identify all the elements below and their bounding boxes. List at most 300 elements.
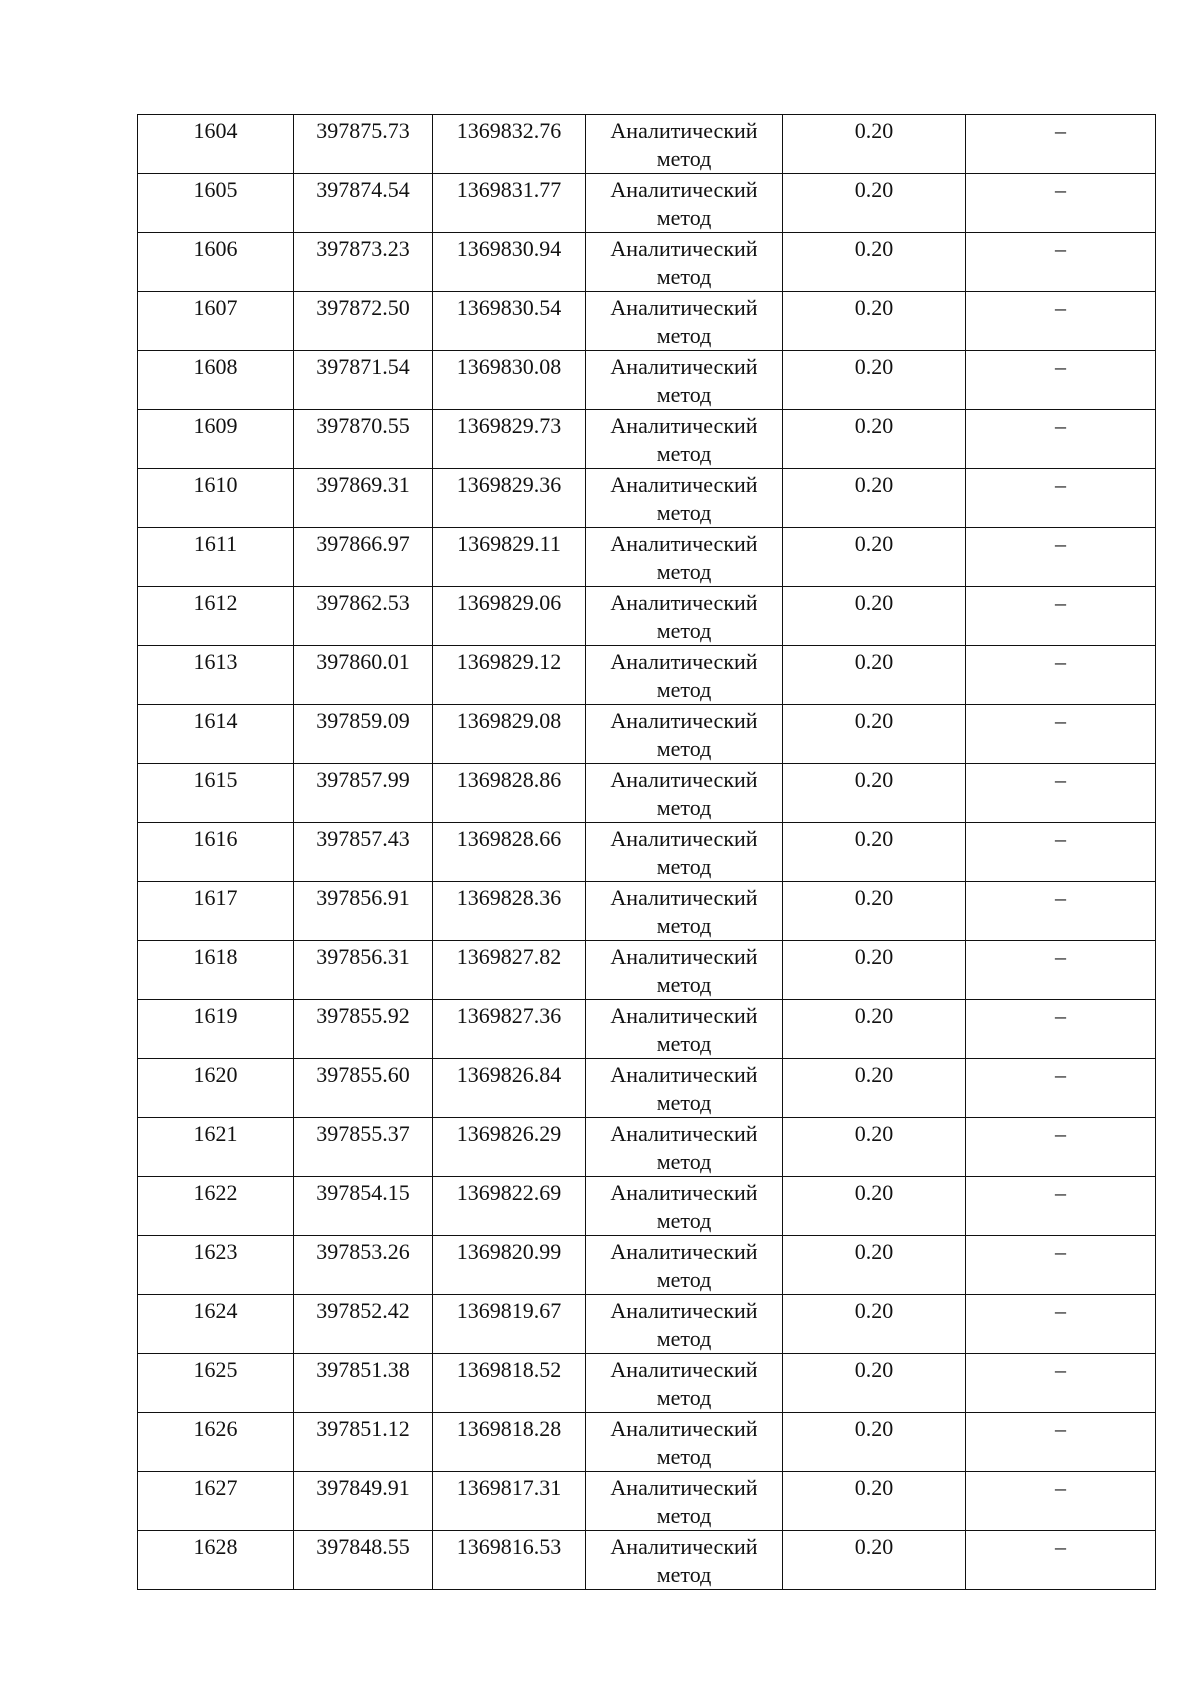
method-cell: [586, 410, 783, 469]
point-number-cell: [138, 1059, 294, 1118]
y-coordinate-cell-text: 1369827.36: [456, 1003, 562, 1028]
x-coordinate-cell-text: 397862.53: [316, 590, 410, 615]
x-coordinate-cell-text: 397871.54: [316, 354, 410, 379]
note-cell-text: –: [1055, 1239, 1066, 1264]
y-coordinate-cell-text: 1369829.12: [456, 649, 562, 674]
point-number-cell-text: 1626: [193, 1416, 238, 1441]
method-cell-text: метод: [656, 618, 712, 643]
x-coordinate-cell-text: 397857.99: [316, 767, 410, 792]
note-cell: [966, 705, 1156, 764]
method-cell-text: метод: [656, 1503, 712, 1528]
method-cell-text: Аналитический: [610, 177, 758, 202]
x-coordinate-cell: [294, 410, 433, 469]
table-row: [138, 410, 1156, 469]
table-row: [138, 1059, 1156, 1118]
point-number-cell: [138, 528, 294, 587]
note-cell: [966, 1354, 1156, 1413]
x-coordinate-cell: [294, 1118, 433, 1177]
y-coordinate-cell: [433, 1059, 586, 1118]
x-coordinate-cell-text: 397859.09: [316, 708, 410, 733]
note-cell-text: –: [1055, 1180, 1066, 1205]
point-number-cell-text: 1616: [193, 826, 238, 851]
y-coordinate-cell: [433, 351, 586, 410]
point-number-cell: [138, 823, 294, 882]
method-cell-text: Аналитический: [610, 236, 758, 261]
accuracy-cell: [783, 528, 966, 587]
table-row: [138, 705, 1156, 764]
y-coordinate-cell-text: 1369818.28: [456, 1416, 562, 1441]
coordinates-table: [137, 114, 1156, 1590]
y-coordinate-cell-text: 1369816.53: [456, 1534, 562, 1559]
x-coordinate-cell-text: 397872.50: [316, 295, 410, 320]
method-cell: [586, 764, 783, 823]
method-cell-text: Аналитический: [610, 295, 758, 320]
x-coordinate-cell: [294, 528, 433, 587]
accuracy-cell: [783, 1000, 966, 1059]
accuracy-cell-text: 0.20: [854, 826, 894, 851]
method-cell: [586, 705, 783, 764]
method-cell-text: метод: [656, 205, 712, 230]
method-cell: [586, 528, 783, 587]
note-cell: [966, 823, 1156, 882]
note-cell-text: –: [1055, 177, 1066, 202]
x-coordinate-cell-text: 397851.38: [316, 1357, 410, 1382]
method-cell-text: Аналитический: [610, 1180, 758, 1205]
method-cell-text: метод: [656, 1562, 712, 1587]
method-cell-text: Аналитический: [610, 1475, 758, 1500]
y-coordinate-cell-text: 1369828.36: [456, 885, 562, 910]
method-cell-text: метод: [656, 677, 712, 702]
y-coordinate-cell-text: 1369826.84: [456, 1062, 562, 1087]
method-cell-text: Аналитический: [610, 1239, 758, 1264]
y-coordinate-cell-text: 1369831.77: [456, 177, 562, 202]
x-coordinate-cell: [294, 351, 433, 410]
y-coordinate-cell: [433, 941, 586, 1000]
method-cell: [586, 233, 783, 292]
y-coordinate-cell: [433, 528, 586, 587]
accuracy-cell: [783, 351, 966, 410]
accuracy-cell-text: 0.20: [854, 1534, 894, 1559]
method-cell-text: Аналитический: [610, 649, 758, 674]
point-number-cell: [138, 174, 294, 233]
point-number-cell-text: 1613: [193, 649, 238, 674]
accuracy-cell: [783, 410, 966, 469]
table-row: [138, 1531, 1156, 1590]
note-cell: [966, 115, 1156, 174]
x-coordinate-cell: [294, 646, 433, 705]
point-number-cell: [138, 1531, 294, 1590]
method-cell: [586, 941, 783, 1000]
method-cell: [586, 1000, 783, 1059]
x-coordinate-cell: [294, 174, 433, 233]
x-coordinate-cell-text: 397857.43: [316, 826, 410, 851]
note-cell-text: –: [1055, 590, 1066, 615]
x-coordinate-cell: [294, 1413, 433, 1472]
method-cell-text: метод: [656, 441, 712, 466]
method-cell-text: Аналитический: [610, 767, 758, 792]
y-coordinate-cell: [433, 1177, 586, 1236]
point-number-cell-text: 1605: [193, 177, 238, 202]
note-cell-text: –: [1055, 236, 1066, 261]
method-cell-text: метод: [656, 972, 712, 997]
point-number-cell: [138, 587, 294, 646]
accuracy-cell: [783, 1059, 966, 1118]
y-coordinate-cell: [433, 1472, 586, 1531]
y-coordinate-cell: [433, 587, 586, 646]
y-coordinate-cell: [433, 1413, 586, 1472]
accuracy-cell-text: 0.20: [854, 472, 894, 497]
method-cell: [586, 1354, 783, 1413]
y-coordinate-cell: [433, 469, 586, 528]
method-cell-text: Аналитический: [610, 531, 758, 556]
point-number-cell: [138, 1177, 294, 1236]
point-number-cell: [138, 941, 294, 1000]
y-coordinate-cell: [433, 1354, 586, 1413]
accuracy-cell: [783, 233, 966, 292]
table-row: [138, 1177, 1156, 1236]
point-number-cell-text: 1607: [193, 295, 238, 320]
method-cell: [586, 174, 783, 233]
y-coordinate-cell-text: 1369830.94: [456, 236, 562, 261]
note-cell: [966, 410, 1156, 469]
point-number-cell-text: 1628: [193, 1534, 238, 1559]
x-coordinate-cell: [294, 1531, 433, 1590]
method-cell-text: метод: [656, 146, 712, 171]
accuracy-cell-text: 0.20: [854, 236, 894, 261]
table-row: [138, 469, 1156, 528]
note-cell: [966, 1000, 1156, 1059]
method-cell: [586, 115, 783, 174]
x-coordinate-cell-text: 397866.97: [316, 531, 410, 556]
method-cell: [586, 1472, 783, 1531]
accuracy-cell: [783, 587, 966, 646]
point-number-cell-text: 1617: [193, 885, 238, 910]
table-row: [138, 823, 1156, 882]
point-number-cell-text: 1609: [193, 413, 238, 438]
accuracy-cell-text: 0.20: [854, 1180, 894, 1205]
x-coordinate-cell: [294, 764, 433, 823]
point-number-cell: [138, 1236, 294, 1295]
x-coordinate-cell: [294, 115, 433, 174]
point-number-cell: [138, 1118, 294, 1177]
accuracy-cell: [783, 1531, 966, 1590]
note-cell: [966, 1059, 1156, 1118]
method-cell-text: Аналитический: [610, 1534, 758, 1559]
note-cell-text: –: [1055, 1298, 1066, 1323]
note-cell: [966, 1177, 1156, 1236]
method-cell-text: Аналитический: [610, 118, 758, 143]
accuracy-cell-text: 0.20: [854, 1121, 894, 1146]
method-cell: [586, 1177, 783, 1236]
method-cell: [586, 882, 783, 941]
method-cell: [586, 1295, 783, 1354]
note-cell-text: –: [1055, 649, 1066, 674]
note-cell-text: –: [1055, 295, 1066, 320]
note-cell-text: –: [1055, 472, 1066, 497]
x-coordinate-cell: [294, 941, 433, 1000]
method-cell-text: Аналитический: [610, 472, 758, 497]
note-cell: [966, 233, 1156, 292]
y-coordinate-cell: [433, 764, 586, 823]
accuracy-cell-text: 0.20: [854, 944, 894, 969]
x-coordinate-cell: [294, 587, 433, 646]
x-coordinate-cell-text: 397873.23: [316, 236, 410, 261]
y-coordinate-cell-text: 1369817.31: [456, 1475, 562, 1500]
y-coordinate-cell-text: 1369820.99: [456, 1239, 562, 1264]
method-cell: [586, 587, 783, 646]
accuracy-cell-text: 0.20: [854, 885, 894, 910]
table-row: [138, 115, 1156, 174]
x-coordinate-cell: [294, 1472, 433, 1531]
point-number-cell-text: 1625: [193, 1357, 238, 1382]
y-coordinate-cell-text: 1369819.67: [456, 1298, 562, 1323]
x-coordinate-cell-text: 397851.12: [316, 1416, 410, 1441]
point-number-cell: [138, 115, 294, 174]
accuracy-cell: [783, 1354, 966, 1413]
point-number-cell-text: 1615: [193, 767, 238, 792]
x-coordinate-cell: [294, 233, 433, 292]
method-cell-text: метод: [656, 795, 712, 820]
y-coordinate-cell: [433, 882, 586, 941]
note-cell: [966, 1413, 1156, 1472]
y-coordinate-cell-text: 1369818.52: [456, 1357, 562, 1382]
accuracy-cell-text: 0.20: [854, 354, 894, 379]
method-cell-text: метод: [656, 1385, 712, 1410]
table-row: [138, 587, 1156, 646]
point-number-cell-text: 1612: [193, 590, 238, 615]
method-cell-text: метод: [656, 736, 712, 761]
method-cell: [586, 1059, 783, 1118]
point-number-cell: [138, 1000, 294, 1059]
note-cell-text: –: [1055, 1003, 1066, 1028]
accuracy-cell: [783, 1118, 966, 1177]
method-cell: [586, 823, 783, 882]
method-cell-text: метод: [656, 323, 712, 348]
y-coordinate-cell-text: 1369830.08: [456, 354, 562, 379]
accuracy-cell-text: 0.20: [854, 1475, 894, 1500]
method-cell-text: метод: [656, 1149, 712, 1174]
table-row: [138, 1295, 1156, 1354]
point-number-cell: [138, 764, 294, 823]
note-cell: [966, 1472, 1156, 1531]
y-coordinate-cell-text: 1369829.73: [456, 413, 562, 438]
y-coordinate-cell: [433, 292, 586, 351]
x-coordinate-cell-text: 397848.55: [316, 1534, 410, 1559]
note-cell-text: –: [1055, 1475, 1066, 1500]
x-coordinate-cell: [294, 1177, 433, 1236]
x-coordinate-cell-text: 397855.92: [316, 1003, 410, 1028]
accuracy-cell: [783, 174, 966, 233]
note-cell-text: –: [1055, 1534, 1066, 1559]
note-cell-text: –: [1055, 1416, 1066, 1441]
point-number-cell-text: 1611: [193, 531, 238, 556]
x-coordinate-cell-text: 397855.60: [316, 1062, 410, 1087]
note-cell-text: –: [1055, 354, 1066, 379]
y-coordinate-cell-text: 1369826.29: [456, 1121, 562, 1146]
method-cell-text: Аналитический: [610, 354, 758, 379]
note-cell: [966, 528, 1156, 587]
x-coordinate-cell-text: 397860.01: [316, 649, 410, 674]
table-row: [138, 1236, 1156, 1295]
document-page: [137, 114, 1155, 1590]
point-number-cell-text: 1620: [193, 1062, 238, 1087]
note-cell-text: –: [1055, 413, 1066, 438]
accuracy-cell-text: 0.20: [854, 767, 894, 792]
x-coordinate-cell-text: 397870.55: [316, 413, 410, 438]
x-coordinate-cell-text: 397856.31: [316, 944, 410, 969]
point-number-cell: [138, 646, 294, 705]
accuracy-cell-text: 0.20: [854, 590, 894, 615]
method-cell-text: метод: [656, 1031, 712, 1056]
note-cell: [966, 587, 1156, 646]
x-coordinate-cell-text: 397852.42: [316, 1298, 410, 1323]
note-cell-text: –: [1055, 826, 1066, 851]
x-coordinate-cell: [294, 1236, 433, 1295]
accuracy-cell-text: 0.20: [854, 708, 894, 733]
method-cell-text: метод: [656, 1208, 712, 1233]
y-coordinate-cell: [433, 1118, 586, 1177]
accuracy-cell: [783, 1295, 966, 1354]
y-coordinate-cell: [433, 1295, 586, 1354]
point-number-cell-text: 1606: [193, 236, 238, 261]
point-number-cell-text: 1608: [193, 354, 238, 379]
method-cell-text: метод: [656, 500, 712, 525]
method-cell-text: Аналитический: [610, 826, 758, 851]
point-number-cell: [138, 1354, 294, 1413]
accuracy-cell-text: 0.20: [854, 1357, 894, 1382]
method-cell-text: Аналитический: [610, 1121, 758, 1146]
note-cell-text: –: [1055, 1121, 1066, 1146]
accuracy-cell-text: 0.20: [854, 1003, 894, 1028]
x-coordinate-cell: [294, 292, 433, 351]
method-cell: [586, 351, 783, 410]
x-coordinate-cell-text: 397853.26: [316, 1239, 410, 1264]
y-coordinate-cell: [433, 823, 586, 882]
y-coordinate-cell: [433, 115, 586, 174]
note-cell: [966, 469, 1156, 528]
x-coordinate-cell-text: 397875.73: [316, 118, 410, 143]
method-cell-text: Аналитический: [610, 885, 758, 910]
point-number-cell-text: 1627: [193, 1475, 238, 1500]
accuracy-cell: [783, 292, 966, 351]
method-cell-text: метод: [656, 382, 712, 407]
point-number-cell: [138, 351, 294, 410]
y-coordinate-cell-text: 1369828.86: [456, 767, 562, 792]
point-number-cell: [138, 1472, 294, 1531]
y-coordinate-cell: [433, 233, 586, 292]
note-cell-text: –: [1055, 708, 1066, 733]
y-coordinate-cell-text: 1369830.54: [456, 295, 562, 320]
method-cell: [586, 1531, 783, 1590]
note-cell: [966, 351, 1156, 410]
accuracy-cell: [783, 469, 966, 528]
note-cell-text: –: [1055, 944, 1066, 969]
note-cell-text: –: [1055, 767, 1066, 792]
x-coordinate-cell: [294, 882, 433, 941]
x-coordinate-cell-text: 397856.91: [316, 885, 410, 910]
x-coordinate-cell: [294, 705, 433, 764]
point-number-cell-text: 1619: [193, 1003, 238, 1028]
note-cell-text: –: [1055, 885, 1066, 910]
y-coordinate-cell: [433, 174, 586, 233]
x-coordinate-cell-text: 397854.15: [316, 1180, 410, 1205]
method-cell: [586, 292, 783, 351]
table-row: [138, 233, 1156, 292]
accuracy-cell-text: 0.20: [854, 295, 894, 320]
accuracy-cell-text: 0.20: [854, 649, 894, 674]
accuracy-cell-text: 0.20: [854, 1416, 894, 1441]
accuracy-cell: [783, 1472, 966, 1531]
accuracy-cell-text: 0.20: [854, 1298, 894, 1323]
method-cell-text: метод: [656, 264, 712, 289]
y-coordinate-cell-text: 1369829.11: [457, 531, 561, 556]
method-cell: [586, 1413, 783, 1472]
point-number-cell: [138, 469, 294, 528]
accuracy-cell: [783, 1236, 966, 1295]
x-coordinate-cell-text: 397874.54: [316, 177, 410, 202]
x-coordinate-cell: [294, 469, 433, 528]
x-coordinate-cell-text: 397855.37: [316, 1121, 410, 1146]
y-coordinate-cell: [433, 1236, 586, 1295]
point-number-cell-text: 1604: [193, 118, 238, 143]
point-number-cell: [138, 1295, 294, 1354]
y-coordinate-cell-text: 1369832.76: [456, 118, 562, 143]
method-cell-text: Аналитический: [610, 1003, 758, 1028]
accuracy-cell: [783, 1413, 966, 1472]
y-coordinate-cell: [433, 646, 586, 705]
point-number-cell-text: 1623: [193, 1239, 238, 1264]
method-cell: [586, 646, 783, 705]
method-cell-text: метод: [656, 854, 712, 879]
y-coordinate-cell: [433, 410, 586, 469]
y-coordinate-cell-text: 1369827.82: [456, 944, 562, 969]
accuracy-cell: [783, 115, 966, 174]
accuracy-cell: [783, 705, 966, 764]
method-cell-text: Аналитический: [610, 708, 758, 733]
x-coordinate-cell: [294, 1354, 433, 1413]
note-cell: [966, 1236, 1156, 1295]
method-cell: [586, 1118, 783, 1177]
point-number-cell: [138, 1413, 294, 1472]
method-cell-text: Аналитический: [610, 590, 758, 615]
accuracy-cell-text: 0.20: [854, 1239, 894, 1264]
point-number-cell-text: 1624: [193, 1298, 238, 1323]
note-cell: [966, 646, 1156, 705]
y-coordinate-cell-text: 1369828.66: [456, 826, 562, 851]
x-coordinate-cell: [294, 1295, 433, 1354]
note-cell: [966, 882, 1156, 941]
note-cell-text: –: [1055, 1357, 1066, 1382]
method-cell-text: Аналитический: [610, 1062, 758, 1087]
table-row: [138, 646, 1156, 705]
point-number-cell: [138, 233, 294, 292]
accuracy-cell-text: 0.20: [854, 1062, 894, 1087]
y-coordinate-cell-text: 1369822.69: [456, 1180, 562, 1205]
y-coordinate-cell: [433, 705, 586, 764]
method-cell-text: метод: [656, 1444, 712, 1469]
point-number-cell: [138, 882, 294, 941]
table-row: [138, 1354, 1156, 1413]
method-cell-text: Аналитический: [610, 1357, 758, 1382]
note-cell: [966, 1531, 1156, 1590]
method-cell: [586, 469, 783, 528]
note-cell-text: –: [1055, 1062, 1066, 1087]
table-row: [138, 351, 1156, 410]
accuracy-cell: [783, 823, 966, 882]
table-row: [138, 1118, 1156, 1177]
table-row: [138, 292, 1156, 351]
method-cell-text: метод: [656, 1326, 712, 1351]
